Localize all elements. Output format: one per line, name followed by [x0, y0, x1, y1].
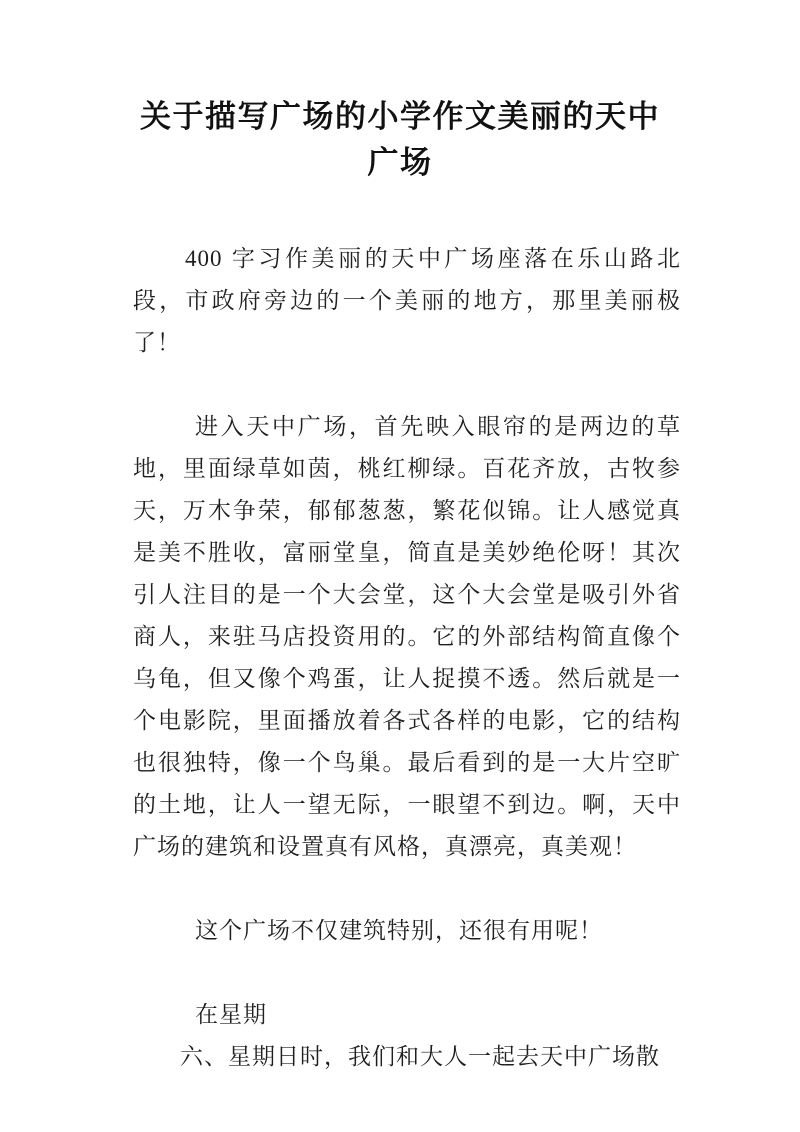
document-body — [133, 238, 681, 1078]
document-title: 关于描写广场的小学作文美丽的天中广场 — [140, 99, 660, 180]
description-paragraph: 进入天中广场，首先映入眼帘的是两边的草地，里面绿草如茵，桃红柳绿。百花齐放，古牧参天，万木争荣，郁郁葱葱，繁花似锦。让人感觉真是美不胜收，富丽堂皇，简直是美妙绝伦呀！其次引人注目的是一个大会堂，这个大会堂是吸引外省商人，来驻马店投资用的。它的外部结构简直像个乌龟，但又像个鸡蛋，让人捉摸不透。然后就是一个电影院，里面播放着各式各样的电影，它的结构也很独特，像一个鸟巢。最后看到的是一大片空旷的土地，让人一望无际，一眼望不到边。啊，天中广场的建筑和设置真有风格，真漂亮，真美观！ — [133, 414, 681, 859]
intro-paragraph: 400 字习作美丽的天中广场座落在乐山路北段，市政府旁边的一个美丽的地方，那里美丽极了！ — [133, 246, 681, 355]
weekend-line-continuation: 六、星期日时，我们和大人一起去天中广场散 — [180, 1044, 660, 1069]
weekend-line-start: 在星期 — [195, 1002, 267, 1027]
usefulness-paragraph: 这个广场不仅建筑特别，还很有用呢！ — [195, 918, 603, 943]
